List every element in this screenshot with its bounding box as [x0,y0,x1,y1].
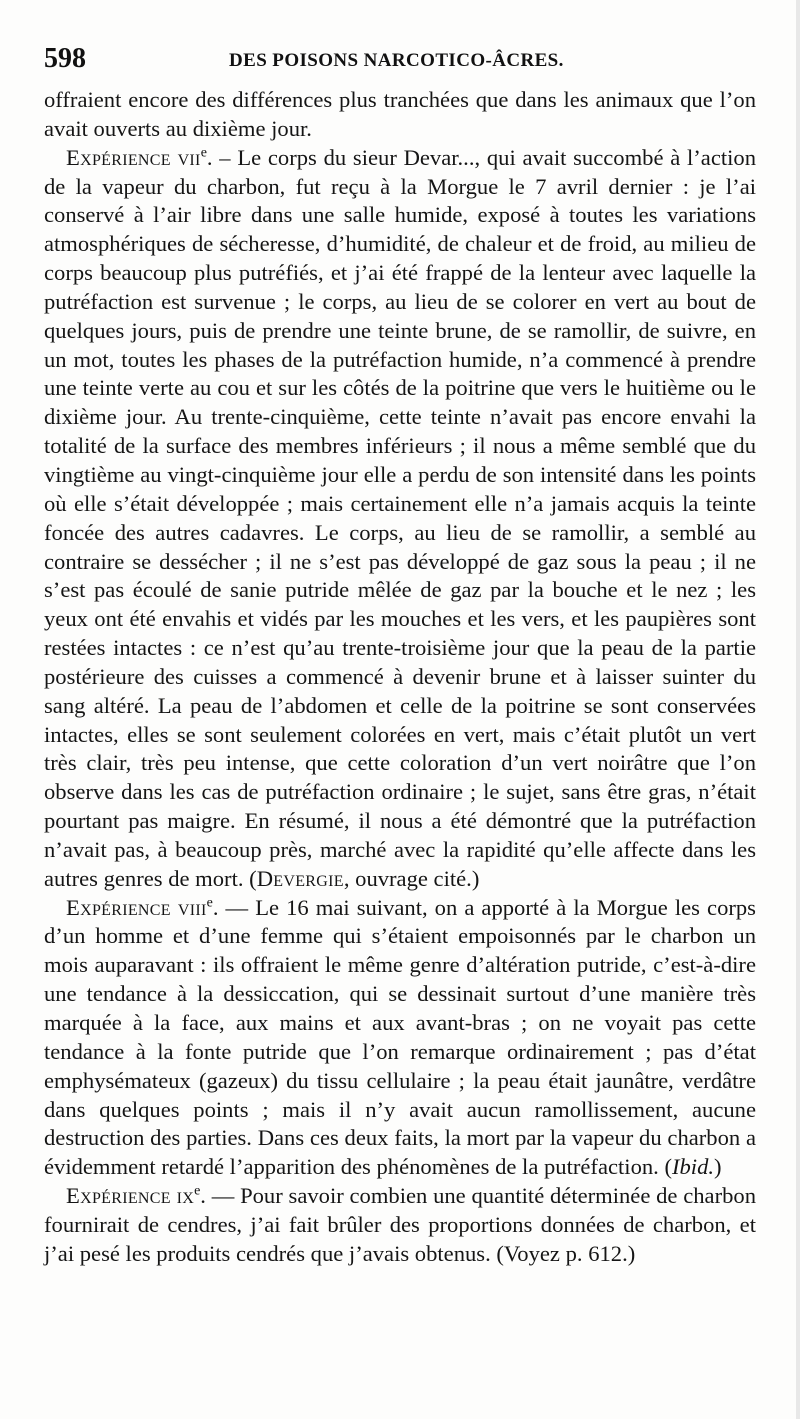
numeral-superscript: e [206,895,213,911]
experience-label: Expérience [66,894,171,920]
paragraph-text: . — Le 16 mai suivant, on a apporté à la Morgue les corps d’un homme et d’une femme qui s’étaient empoisonnés par le charbon un mois auparavant : ils offraient le même genre d’altération putride, c’est-à-dire une tendance à la dessiccation, qui se dessinait surtout d’une manière très marquée à la face, aux mains et aux avant-bras ; on ne voyait pas cette tendance à la fonte putride que l’on remarque ordinairement ; pas d’état emphysémateux (gazeux) du tissu cellulaire ; la peau était jaunâtre, verdâtre dans quelques points ; mais il n’y avait aucun ramollissement, aucune destruction des parties. Dans ces deux faits, la mort par la vapeur du charbon a évidemment retardé l’apparition des phénomènes de la putréfaction. ( [44,894,756,1180]
page-number: 598 [44,43,86,74]
paragraph-experience-8 [44,894,756,1182]
numeral-superscript: e [194,1183,201,1199]
experience-numeral: ix [176,1183,195,1209]
page-header [44,44,756,80]
paragraph-text: . – Le corps du sieur Devar..., qui avait succombé à l’action de la vapeur du charbon, fut reçu à la Morgue le 7 avril dernier : je l’ai conservé à l’air libre dans une salle humide, exposé à toutes les variations atmosphériques de sécheresse, d’humidité, de chaleur et de froid, au milieu de corps beaucoup plus putréfiés, et j’ai été frappé de la lenteur avec laquelle la putréfaction est survenue ; le corps, au lieu de se colorer en vert au bout de quelques jours, puis de prendre une teinte brune, de se ramollir, de suivre, en un mot, toutes les phases de la putréfaction humide, n’a commencé à prendre une teinte verte au cou et sur les côtés de la poitrine que vers le huitième ou le dixième jour. Au trente-cinquième, cette teinte n’avait pas encore envahi la totalité de la surface des membres inférieurs ; il nous a même semblé que du vingtième au vingt-cinquième jour elle a perdu de son intensité dans les points où elle s’était développée ; mais certainement elle n’a jamais acquis la teinte foncée des autres cadavres. Le corps, au lieu de se ramollir, a semblé au contraire se dessécher ; il ne s’est pas développé de gaz sous la peau ; il ne s’est pas écoulé de sanie putride mêlée de gaz par la bouche et le nez ; les yeux ont été envahis et vidés par les mouches et les vers, et les paupières sont restées intactes : ce n’est qu’au trente-troisième jour que la peau de la partie postérieure des cuisses a commencé à devenir brune et à laisser suinter du sang altéré. La peau de l’abdomen et celle de la poitrine se sont conservées intactes, elles se sont seulement colorées en vert, mais c’était plutôt un vert très clair, très peu intense, que cette coloration d’un vert noirâtre que l’on observe dans les cas de putréfaction ordinaire ; le sujet, sans être gras, n’était pourtant pas maigre. En résumé, il nous a été démontré que la putréfaction n’avait pas, à beaucoup près, marché avec la rapidité qu’elle affecte dans les autres genres de mort. ( [44,144,756,891]
experience-numeral: viii [177,894,207,920]
running-title: DES POISONS NARCOTICO-ÂCRES. [229,50,564,71]
reference-tail: , ouvrage cité.) [343,865,480,891]
paragraph-text: . — Pour savoir combien une quantité déterminée de charbon fournirait de cendres, j’ai fait brûler des proportions données de charbon, et j’ai pesé les produits cendrés que j’avais obtenus. (Voyez p. 612.) [44,1183,756,1266]
experience-numeral: vii [177,144,201,170]
experience-label: Expérience [66,144,171,170]
paragraph-text: offraient encore des différences plus tranchées que dans les animaux que l’on avait ouverts au dixième jour. [44,87,756,141]
experience-label: Expérience [66,1183,171,1209]
paragraph-experience-7 [44,144,756,894]
reference-tail: ) [714,1154,722,1180]
reference-ibid: Ibid. [671,1154,715,1180]
reference-author: Devergie [256,865,344,891]
paragraph-continuation [44,86,756,144]
numeral-superscript: e [200,145,207,161]
body-text [44,86,756,1269]
paragraph-experience-9 [44,1182,756,1269]
